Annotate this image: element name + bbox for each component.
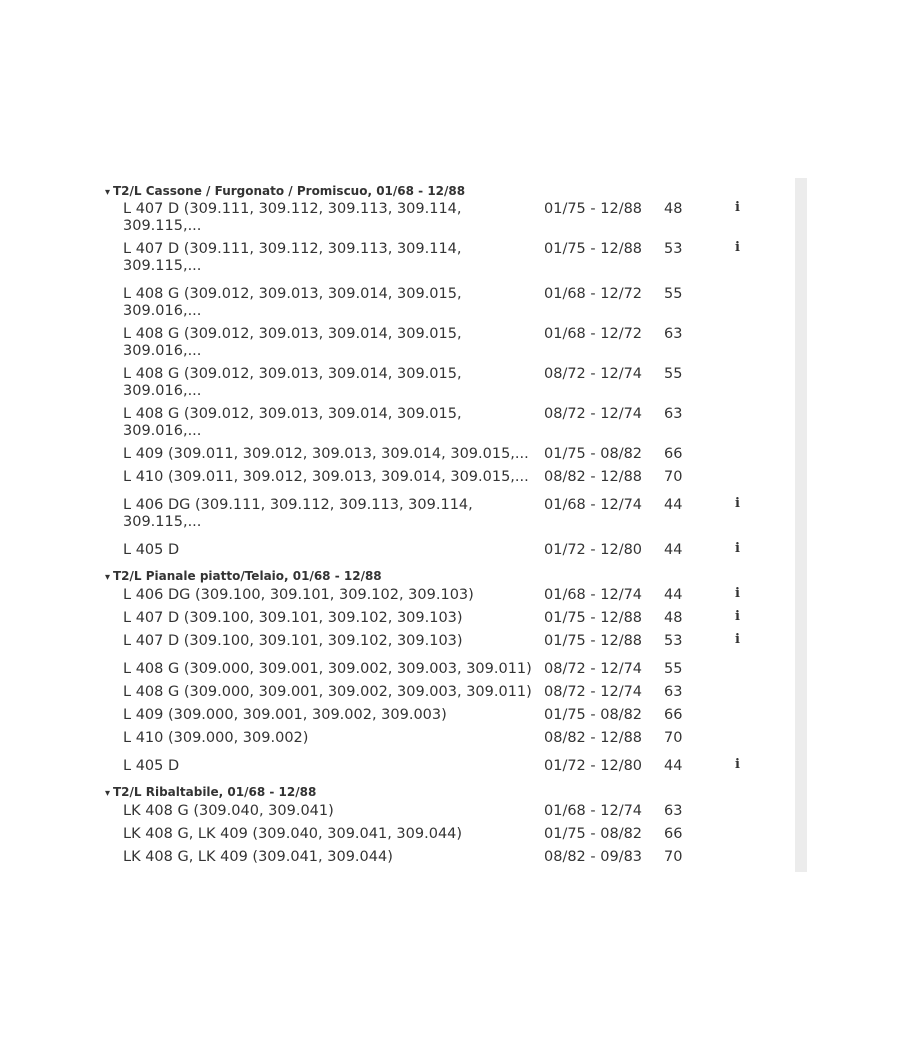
info-icon[interactable]: i: [735, 240, 740, 255]
power-kw: 63: [664, 326, 683, 342]
vehicle-description: L 405 D: [123, 758, 180, 774]
power-kw: 66: [664, 446, 683, 462]
vehicle-description: L 408 G (309.012, 309.013, 309.014, 309.015, 309.016,...: [123, 366, 462, 399]
production-period: 08/72 - 12/74: [544, 366, 643, 382]
power-kw: 63: [664, 803, 683, 819]
info-icon[interactable]: i: [735, 757, 740, 772]
vehicle-description: LK 408 G, LK 409 (309.040, 309.041, 309.044): [123, 826, 463, 842]
production-period: 08/72 - 12/74: [544, 684, 643, 700]
info-icon[interactable]: i: [735, 609, 740, 624]
production-period: 01/75 - 08/82: [544, 826, 643, 842]
production-period: 01/68 - 12/72: [544, 326, 643, 342]
production-period: 01/72 - 12/80: [544, 758, 643, 774]
vehicle-description: L 405 D: [123, 542, 180, 558]
power-kw: 66: [664, 826, 683, 842]
group-header[interactable]: [105, 182, 465, 200]
production-period: 08/72 - 12/74: [544, 661, 643, 677]
group-header[interactable]: [105, 783, 316, 801]
vehicle-description: L 408 G (309.012, 309.013, 309.014, 309.015, 309.016,...: [123, 286, 462, 319]
production-period: 01/68 - 12/74: [544, 803, 643, 819]
scrollbar[interactable]: [795, 178, 807, 872]
vehicle-description: L 407 D (309.111, 309.112, 309.113, 309.114, 309.115,...: [123, 241, 462, 274]
power-kw: 70: [664, 849, 683, 865]
group-title: T2/L Ribaltabile, 01/68 - 12/88: [113, 785, 317, 799]
vehicle-description: LK 408 G (309.040, 309.041): [123, 803, 334, 819]
info-icon[interactable]: i: [735, 200, 740, 215]
info-icon[interactable]: i: [735, 632, 740, 647]
vehicle-description: L 407 D (309.111, 309.112, 309.113, 309.114, 309.115,...: [123, 201, 462, 234]
info-icon[interactable]: i: [735, 586, 740, 601]
power-kw: 48: [664, 610, 683, 626]
vehicle-description: L 407 D (309.100, 309.101, 309.102, 309.103): [123, 610, 463, 626]
triangle-down-icon: ▾: [105, 788, 111, 799]
production-period: 08/72 - 12/74: [544, 406, 643, 422]
production-period: 01/68 - 12/72: [544, 286, 643, 302]
power-kw: 48: [664, 201, 683, 217]
power-kw: 55: [664, 286, 683, 302]
vehicle-description: L 410 (309.011, 309.012, 309.013, 309.014, 309.015,...: [123, 469, 529, 485]
power-kw: 63: [664, 684, 683, 700]
production-period: 01/75 - 08/82: [544, 707, 643, 723]
power-kw: 66: [664, 707, 683, 723]
vehicle-description: L 408 G (309.012, 309.013, 309.014, 309.015, 309.016,...: [123, 406, 462, 439]
production-period: 01/75 - 12/88: [544, 201, 643, 217]
power-kw: 55: [664, 661, 683, 677]
triangle-down-icon: ▾: [105, 187, 111, 198]
production-period: 01/75 - 12/88: [544, 241, 643, 257]
production-period: 08/82 - 09/83: [544, 849, 643, 865]
power-kw: 44: [664, 542, 683, 558]
production-period: 01/75 - 08/82: [544, 446, 643, 462]
vehicle-description: L 409 (309.011, 309.012, 309.013, 309.014, 309.015,...: [123, 446, 529, 462]
production-period: 01/72 - 12/80: [544, 542, 643, 558]
power-kw: 44: [664, 758, 683, 774]
group-title: T2/L Cassone / Furgonato / Promiscuo, 01/68 - 12/88: [113, 184, 466, 198]
info-icon[interactable]: i: [735, 541, 740, 556]
power-kw: 63: [664, 406, 683, 422]
power-kw: 53: [664, 633, 683, 649]
power-kw: 70: [664, 730, 683, 746]
triangle-down-icon: ▾: [105, 572, 111, 583]
power-kw: 44: [664, 587, 683, 603]
production-period: 01/68 - 12/74: [544, 587, 643, 603]
group-title: T2/L Pianale piatto/Telaio, 01/68 - 12/88: [113, 569, 382, 583]
power-kw: 70: [664, 469, 683, 485]
vehicle-description: L 408 G (309.000, 309.001, 309.002, 309.003, 309.011): [123, 661, 532, 677]
production-period: 08/82 - 12/88: [544, 730, 643, 746]
vehicle-description: LK 408 G, LK 409 (309.041, 309.044): [123, 849, 393, 865]
power-kw: 44: [664, 497, 683, 513]
vehicle-description: L 409 (309.000, 309.001, 309.002, 309.003): [123, 707, 447, 723]
production-period: 01/75 - 12/88: [544, 633, 643, 649]
vehicle-description: L 410 (309.000, 309.002): [123, 730, 309, 746]
power-kw: 55: [664, 366, 683, 382]
vehicle-description: L 408 G (309.000, 309.001, 309.002, 309.003, 309.011): [123, 684, 532, 700]
production-period: 08/82 - 12/88: [544, 469, 643, 485]
info-icon[interactable]: i: [735, 496, 740, 511]
vehicle-description: L 406 DG (309.100, 309.101, 309.102, 309.103): [123, 587, 474, 603]
production-period: 01/75 - 12/88: [544, 610, 643, 626]
group-header[interactable]: [105, 567, 382, 585]
production-period: 01/68 - 12/74: [544, 497, 643, 513]
vehicle-description: L 408 G (309.012, 309.013, 309.014, 309.015, 309.016,...: [123, 326, 462, 359]
vehicle-description: L 406 DG (309.111, 309.112, 309.113, 309.114, 309.115,...: [123, 497, 473, 530]
vehicle-description: L 407 D (309.100, 309.101, 309.102, 309.103): [123, 633, 463, 649]
power-kw: 53: [664, 241, 683, 257]
